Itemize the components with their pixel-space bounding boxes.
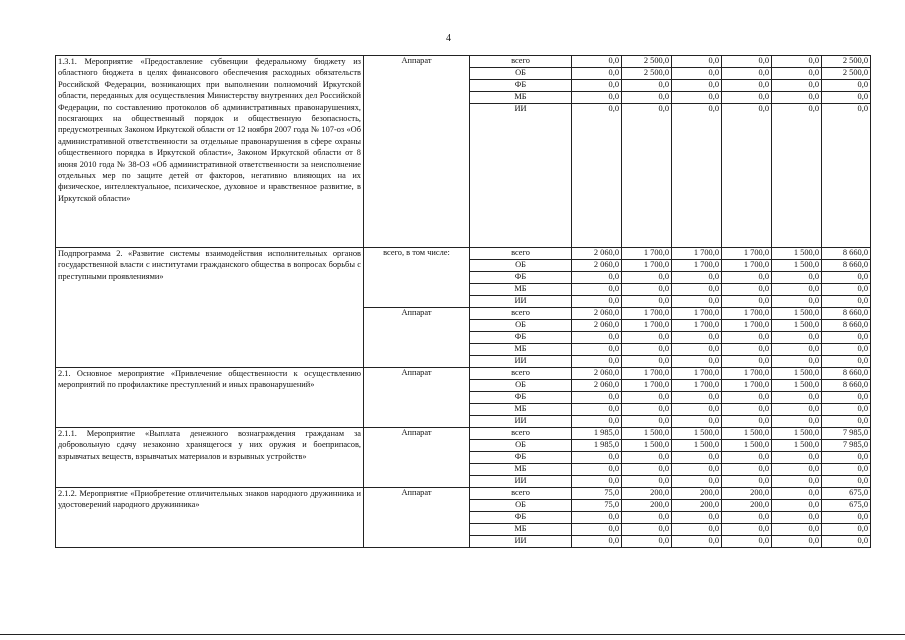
year-value-cell: 1 500,0 <box>772 368 822 380</box>
year-value-cell: 0,0 <box>772 392 822 404</box>
year-value-cell: 0,0 <box>572 392 622 404</box>
year-value-cell: 0,0 <box>772 92 822 104</box>
total-value-cell: 7 985,0 <box>822 428 871 440</box>
year-value-cell: 200,0 <box>722 500 772 512</box>
executor-cell: Аппарат <box>364 56 470 248</box>
page-number: 4 <box>446 33 451 44</box>
total-value-cell: 8 660,0 <box>822 380 871 392</box>
funding-source-cell: ИИ <box>470 476 572 488</box>
total-value-cell: 2 500,0 <box>822 56 871 68</box>
year-value-cell: 0,0 <box>672 92 722 104</box>
funding-source-cell: всего <box>470 428 572 440</box>
year-value-cell: 0,0 <box>772 344 822 356</box>
year-value-cell: 0,0 <box>722 344 772 356</box>
year-value-cell: 75,0 <box>572 488 622 500</box>
year-value-cell: 1 500,0 <box>772 428 822 440</box>
year-value-cell: 0,0 <box>622 416 672 428</box>
year-value-cell: 1 500,0 <box>722 440 772 452</box>
measure-description: 2.1.1. Мероприятие «Выплата денежного вознаграждения гражданам за добровольную сдачу незаконно хранящегося у них оружия и боеприпасов, взрывчатых веществ, взрывчатых материалов и взрывных устройств» <box>56 428 364 488</box>
year-value-cell: 0,0 <box>622 464 672 476</box>
funding-source-cell: всего <box>470 56 572 68</box>
funding-source-cell: ФБ <box>470 332 572 344</box>
year-value-cell: 0,0 <box>722 416 772 428</box>
year-value-cell: 0,0 <box>722 272 772 284</box>
year-value-cell: 0,0 <box>622 284 672 296</box>
year-value-cell: 1 700,0 <box>722 368 772 380</box>
table-row <box>56 488 871 500</box>
year-value-cell: 1 985,0 <box>572 428 622 440</box>
year-value-cell: 75,0 <box>572 500 622 512</box>
year-value-cell: 0,0 <box>722 68 772 80</box>
year-value-cell: 0,0 <box>622 104 672 248</box>
funding-source-cell: МБ <box>470 404 572 416</box>
total-value-cell: 0,0 <box>822 524 871 536</box>
year-value-cell: 0,0 <box>572 464 622 476</box>
year-value-cell: 0,0 <box>572 344 622 356</box>
total-value-cell: 0,0 <box>822 356 871 368</box>
year-value-cell: 1 500,0 <box>772 380 822 392</box>
year-value-cell: 200,0 <box>672 488 722 500</box>
measure-description: 2.1. Основное мероприятие «Привлечение общественности к осуществлению мероприятий по профилактике преступлений и иных правонарушений» <box>56 368 364 428</box>
year-value-cell: 0,0 <box>622 332 672 344</box>
year-value-cell: 0,0 <box>622 392 672 404</box>
year-value-cell: 0,0 <box>722 80 772 92</box>
year-value-cell: 0,0 <box>672 272 722 284</box>
year-value-cell: 1 500,0 <box>672 428 722 440</box>
year-value-cell: 0,0 <box>572 332 622 344</box>
year-value-cell: 2 060,0 <box>572 248 622 260</box>
total-value-cell: 0,0 <box>822 392 871 404</box>
year-value-cell: 0,0 <box>672 68 722 80</box>
year-value-cell: 1 700,0 <box>722 248 772 260</box>
year-value-cell: 0,0 <box>722 512 772 524</box>
year-value-cell: 1 500,0 <box>772 308 822 320</box>
year-value-cell: 1 500,0 <box>772 440 822 452</box>
year-value-cell: 0,0 <box>772 56 822 68</box>
year-value-cell: 0,0 <box>672 332 722 344</box>
total-value-cell: 0,0 <box>822 344 871 356</box>
year-value-cell: 0,0 <box>622 92 672 104</box>
year-value-cell: 1 500,0 <box>772 260 822 272</box>
year-value-cell: 0,0 <box>672 476 722 488</box>
year-value-cell: 0,0 <box>622 296 672 308</box>
year-value-cell: 1 700,0 <box>672 380 722 392</box>
funding-source-cell: МБ <box>470 92 572 104</box>
funding-source-cell: МБ <box>470 284 572 296</box>
table-row <box>56 248 871 260</box>
year-value-cell: 2 060,0 <box>572 320 622 332</box>
year-value-cell: 0,0 <box>772 80 822 92</box>
total-value-cell: 675,0 <box>822 500 871 512</box>
funding-source-cell: всего <box>470 488 572 500</box>
total-value-cell: 675,0 <box>822 488 871 500</box>
year-value-cell: 0,0 <box>772 296 822 308</box>
year-value-cell: 2 060,0 <box>572 260 622 272</box>
year-value-cell: 0,0 <box>572 68 622 80</box>
funding-source-cell: ОБ <box>470 380 572 392</box>
year-value-cell: 0,0 <box>622 80 672 92</box>
funding-source-cell: ФБ <box>470 80 572 92</box>
total-value-cell: 0,0 <box>822 104 871 248</box>
year-value-cell: 0,0 <box>572 512 622 524</box>
total-value-cell: 0,0 <box>822 80 871 92</box>
year-value-cell: 0,0 <box>722 536 772 548</box>
funding-source-cell: ОБ <box>470 320 572 332</box>
table-row <box>56 428 871 440</box>
year-value-cell: 0,0 <box>722 476 772 488</box>
year-value-cell: 0,0 <box>772 332 822 344</box>
year-value-cell: 1 700,0 <box>672 320 722 332</box>
funding-source-cell: ИИ <box>470 536 572 548</box>
year-value-cell: 1 500,0 <box>622 428 672 440</box>
year-value-cell: 200,0 <box>622 488 672 500</box>
year-value-cell: 2 060,0 <box>572 380 622 392</box>
total-value-cell: 2 500,0 <box>822 68 871 80</box>
year-value-cell: 0,0 <box>722 356 772 368</box>
funding-source-cell: МБ <box>470 464 572 476</box>
year-value-cell: 0,0 <box>622 524 672 536</box>
year-value-cell: 0,0 <box>672 344 722 356</box>
year-value-cell: 200,0 <box>622 500 672 512</box>
year-value-cell: 1 700,0 <box>722 320 772 332</box>
year-value-cell: 0,0 <box>622 404 672 416</box>
year-value-cell: 0,0 <box>622 356 672 368</box>
total-value-cell: 0,0 <box>822 512 871 524</box>
year-value-cell: 0,0 <box>722 452 772 464</box>
funding-source-cell: ОБ <box>470 260 572 272</box>
year-value-cell: 1 500,0 <box>772 248 822 260</box>
measure-description: 2.1.2. Мероприятие «Приобретение отличительных знаков народного дружинника и удостоверений народного дружинника» <box>56 488 364 548</box>
total-value-cell: 0,0 <box>822 92 871 104</box>
funding-source-cell: ФБ <box>470 512 572 524</box>
total-value-cell: 7 985,0 <box>822 440 871 452</box>
year-value-cell: 0,0 <box>772 512 822 524</box>
year-value-cell: 0,0 <box>622 344 672 356</box>
year-value-cell: 2 060,0 <box>572 368 622 380</box>
year-value-cell: 0,0 <box>572 56 622 68</box>
year-value-cell: 0,0 <box>772 536 822 548</box>
funding-source-cell: ФБ <box>470 392 572 404</box>
total-value-cell: 0,0 <box>822 296 871 308</box>
year-value-cell: 200,0 <box>672 500 722 512</box>
year-value-cell: 0,0 <box>622 476 672 488</box>
year-value-cell: 0,0 <box>772 404 822 416</box>
year-value-cell: 1 985,0 <box>572 440 622 452</box>
executor-cell: Аппарат <box>364 368 470 428</box>
year-value-cell: 0,0 <box>572 296 622 308</box>
year-value-cell: 1 700,0 <box>622 248 672 260</box>
year-value-cell: 0,0 <box>672 512 722 524</box>
year-value-cell: 0,0 <box>722 284 772 296</box>
total-value-cell: 8 660,0 <box>822 320 871 332</box>
year-value-cell: 0,0 <box>772 104 822 248</box>
year-value-cell: 0,0 <box>572 80 622 92</box>
year-value-cell: 1 700,0 <box>622 260 672 272</box>
year-value-cell: 0,0 <box>722 464 772 476</box>
year-value-cell: 1 700,0 <box>672 368 722 380</box>
year-value-cell: 0,0 <box>672 404 722 416</box>
funding-source-cell: всего <box>470 248 572 260</box>
year-value-cell: 0,0 <box>572 524 622 536</box>
year-value-cell: 0,0 <box>672 80 722 92</box>
year-value-cell: 1 700,0 <box>722 260 772 272</box>
funding-source-cell: всего <box>470 368 572 380</box>
year-value-cell: 0,0 <box>572 476 622 488</box>
year-value-cell: 0,0 <box>722 104 772 248</box>
year-value-cell: 1 700,0 <box>672 308 722 320</box>
total-value-cell: 0,0 <box>822 272 871 284</box>
year-value-cell: 2 500,0 <box>622 68 672 80</box>
year-value-cell: 0,0 <box>672 356 722 368</box>
year-value-cell: 1 500,0 <box>622 440 672 452</box>
year-value-cell: 1 500,0 <box>722 428 772 440</box>
total-value-cell: 0,0 <box>822 332 871 344</box>
budget-table <box>55 55 871 548</box>
total-value-cell: 0,0 <box>822 536 871 548</box>
year-value-cell: 0,0 <box>772 476 822 488</box>
funding-source-cell: ФБ <box>470 272 572 284</box>
year-value-cell: 1 700,0 <box>722 380 772 392</box>
funding-source-cell: ОБ <box>470 500 572 512</box>
page-bottom-rule <box>0 634 905 635</box>
year-value-cell: 1 700,0 <box>722 308 772 320</box>
year-value-cell: 0,0 <box>672 284 722 296</box>
year-value-cell: 0,0 <box>572 284 622 296</box>
year-value-cell: 0,0 <box>572 104 622 248</box>
year-value-cell: 0,0 <box>672 464 722 476</box>
total-value-cell: 8 660,0 <box>822 308 871 320</box>
year-value-cell: 1 700,0 <box>672 248 722 260</box>
year-value-cell: 0,0 <box>572 416 622 428</box>
total-value-cell: 8 660,0 <box>822 260 871 272</box>
funding-source-cell: ИИ <box>470 296 572 308</box>
year-value-cell: 0,0 <box>722 392 772 404</box>
funding-source-cell: МБ <box>470 524 572 536</box>
table-row <box>56 56 871 68</box>
year-value-cell: 0,0 <box>622 272 672 284</box>
funding-source-cell: МБ <box>470 344 572 356</box>
funding-source-cell: ФБ <box>470 452 572 464</box>
year-value-cell: 1 700,0 <box>622 320 672 332</box>
year-value-cell: 200,0 <box>722 488 772 500</box>
budget-table-body <box>56 56 871 548</box>
total-value-cell: 0,0 <box>822 476 871 488</box>
funding-source-cell: ОБ <box>470 68 572 80</box>
year-value-cell: 0,0 <box>722 524 772 536</box>
year-value-cell: 0,0 <box>722 404 772 416</box>
year-value-cell: 0,0 <box>772 464 822 476</box>
year-value-cell: 1 700,0 <box>622 368 672 380</box>
year-value-cell: 0,0 <box>572 536 622 548</box>
year-value-cell: 0,0 <box>772 488 822 500</box>
total-value-cell: 0,0 <box>822 464 871 476</box>
year-value-cell: 0,0 <box>572 272 622 284</box>
funding-source-cell: ОБ <box>470 440 572 452</box>
table-row <box>56 368 871 380</box>
year-value-cell: 0,0 <box>772 452 822 464</box>
year-value-cell: 0,0 <box>572 92 622 104</box>
year-value-cell: 0,0 <box>672 524 722 536</box>
year-value-cell: 0,0 <box>622 512 672 524</box>
year-value-cell: 0,0 <box>772 416 822 428</box>
year-value-cell: 1 700,0 <box>622 380 672 392</box>
funding-source-cell: всего <box>470 308 572 320</box>
year-value-cell: 0,0 <box>672 392 722 404</box>
year-value-cell: 0,0 <box>672 296 722 308</box>
year-value-cell: 0,0 <box>772 272 822 284</box>
funding-source-cell: ИИ <box>470 416 572 428</box>
year-value-cell: 0,0 <box>772 68 822 80</box>
executor-cell: всего, в том числе: <box>364 248 470 308</box>
measure-description: 1.3.1. Мероприятие «Предоставление субвенции федеральному бюджету из областного бюджета в целях финансового обеспечения расходных обязательств Российской Федерации, возникающих при выполнении полномочий Иркутской области, переданных для осуществления Министерству внутренних дел Российской Федерации, по составлению протоколов об административных правонарушениях, посягающих на общественный порядок и общественную безопасность, предусмотренных Законом Иркутской области от 12 ноября 2007 года № 107-оз «Об административной ответственности за отдельные правонарушения в сфере охраны общественного порядка в Иркутской области», Законом Иркутской области от 8 июня 2010 года № 38-ОЗ «Об административной ответственности за неисполнение отдельных мер по защите детей от факторов, негативно влияющих на их физическое, интеллектуальное, психическое, духовное и нравственное развитие, в Иркутской области» <box>56 56 364 248</box>
total-value-cell: 0,0 <box>822 452 871 464</box>
year-value-cell: 0,0 <box>722 296 772 308</box>
total-value-cell: 0,0 <box>822 284 871 296</box>
funding-source-cell: ИИ <box>470 104 572 248</box>
measure-description: Подпрограмма 2. «Развитие системы взаимодействия исполнительных органов государственной власти с институтами гражданского общества в вопросах борьбы с преступными проявлениями» <box>56 248 364 368</box>
year-value-cell: 1 500,0 <box>672 440 722 452</box>
year-value-cell: 0,0 <box>672 536 722 548</box>
year-value-cell: 0,0 <box>672 104 722 248</box>
year-value-cell: 0,0 <box>672 416 722 428</box>
total-value-cell: 0,0 <box>822 416 871 428</box>
year-value-cell: 0,0 <box>772 524 822 536</box>
year-value-cell: 0,0 <box>572 404 622 416</box>
year-value-cell: 1 700,0 <box>622 308 672 320</box>
executor-cell: Аппарат <box>364 488 470 548</box>
year-value-cell: 0,0 <box>672 56 722 68</box>
executor-cell: Аппарат <box>364 428 470 488</box>
year-value-cell: 0,0 <box>622 536 672 548</box>
year-value-cell: 1 700,0 <box>672 260 722 272</box>
year-value-cell: 0,0 <box>572 356 622 368</box>
funding-source-cell: ИИ <box>470 356 572 368</box>
year-value-cell: 2 060,0 <box>572 308 622 320</box>
year-value-cell: 0,0 <box>722 92 772 104</box>
year-value-cell: 1 500,0 <box>772 320 822 332</box>
executor-cell: Аппарат <box>364 308 470 368</box>
total-value-cell: 8 660,0 <box>822 248 871 260</box>
year-value-cell: 2 500,0 <box>622 56 672 68</box>
year-value-cell: 0,0 <box>722 56 772 68</box>
year-value-cell: 0,0 <box>772 500 822 512</box>
year-value-cell: 0,0 <box>672 452 722 464</box>
total-value-cell: 0,0 <box>822 404 871 416</box>
year-value-cell: 0,0 <box>722 332 772 344</box>
year-value-cell: 0,0 <box>572 452 622 464</box>
year-value-cell: 0,0 <box>772 284 822 296</box>
year-value-cell: 0,0 <box>772 356 822 368</box>
total-value-cell: 8 660,0 <box>822 368 871 380</box>
year-value-cell: 0,0 <box>622 452 672 464</box>
